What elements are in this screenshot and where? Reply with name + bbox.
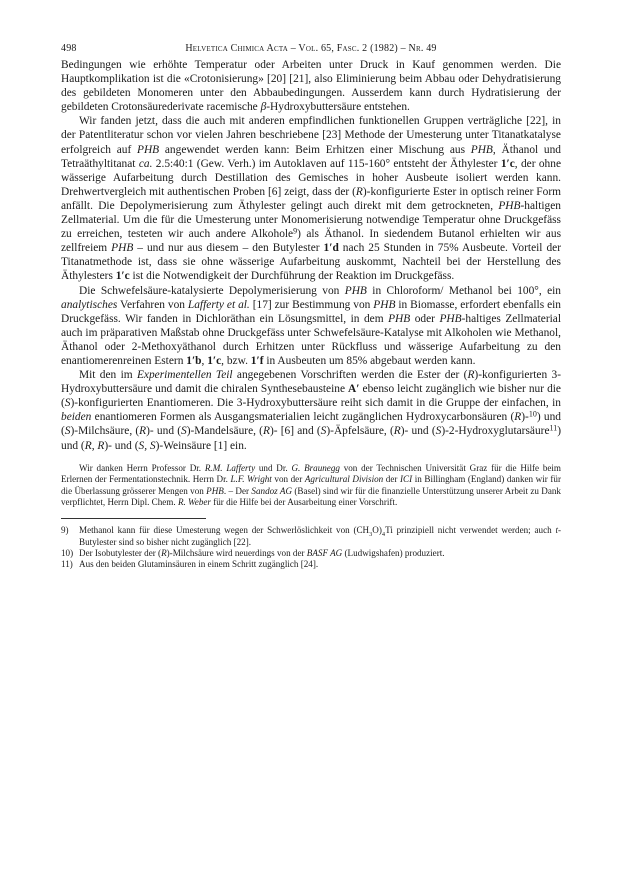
footnote-mark: 11) xyxy=(61,559,73,570)
paragraph: Wir fanden jetzt, dass die auch mit anderen empfindlichen funktionellen Gruppen verträgliche [22], in der Patentliteratur schon vor vielen Jahren beschriebene [23] Methode der Umesterung unter Titanatkatalyse erfolgreich auf PHB angewendet werden kann: Beim Erhitzen einer Mischung aus PHB, Äthanol und Tetraäthyltitanat ca. 2.5:40:1 (Gew. Verh.) im Autoklaven auf 115-160° entsteht der Äthylester 1′c, der ohne wässerige Aufarbeitung durch Destillation des Gemisches in hoher Ausbeute isoliert werden kann. Drehwertvergleich mit authentischen Proben [6] zeigt, dass der (R)-konfigurierte Ester in optisch reiner Form anfällt. Die Depolymerisierung zum Äthylester gelingt auch direkt mit dem getrockneten, PHB-haltigen Zellmaterial. Um die für die Umesterung unter Monomerisierung notwendige Temperatur ohne Druckgefäss zu erreichen, testeten wir auch andere Alkohole$^9$) als Äthanol. In siedendem Butanol erhielten wir aus zellfreiem PHB – und nur aus diesem – den Butylester 1′d nach 25 Stunden in 75% Ausbeute. Vorteil der Titanatmethode ist, dass sie ohne wässerige Aufarbeitung auskommt, Nachteil bei der Herstellung des Äthylesters 1′c ist die Notwendigkeit der Durchführung der Reaktion im Druckgefäss. xyxy=(61,115,562,283)
running-header xyxy=(61,40,561,58)
running-title: Helvetica Chimica Acta – Vol. 65, Fasc. 2 (1982) – Nr. 49 xyxy=(185,43,437,54)
main-text xyxy=(61,58,561,453)
journal-page xyxy=(61,40,561,571)
footnote-text: Der Isobutylester der (R)-Milchsäure wird neuerdings von der BASF AG (Ludwigshafen) produziert. xyxy=(79,547,445,558)
paragraph: Bedingungen wie erhöhte Temperatur oder Arbeiten unter Druck in Kauf genommen werden. Die Hauptkomplikation ist die «Crotonisierung» [20] [21], also Eliminierung beim Abbau oder Dehydratisierung des gebildeten Monomeren unter den Abbaubedingungen. Ausserdem kann durch Hydratisierung der gebildeten Crotonsäurederivate racemische β-Hydroxybuttersäure entstehen. xyxy=(61,59,561,114)
footnote xyxy=(61,559,561,570)
footnote xyxy=(61,525,561,548)
paragraph: Die Schwefelsäure-katalysierte Depolymerisierung von PHB in Chloroform/ Methanol bei 100°, ein analytisches Verfahren von Lafferty et al. [17] zur Bestimmung von PHB in Biomasse, erfordert ebenfalls ein Druckgefäss. Wir fanden in Dichloräthan ein Lösungsmittel, in dem PHB oder PHB-haltiges Zellmaterial auch im präparativen Maßstab ohne Druckgefäss unter Schwefelsäure-Katalyse mit Alkoholen wie Methanol, Äthanol oder 2-Methoxyäthanol durch Erhitzen unter Rückfluss und wässerige Aufarbeitung zu den enantiomerenreinen Estern 1′b, 1′c, bzw. 1′f in Ausbeuten um 85% abgebaut werden kann. xyxy=(61,284,562,367)
footnote-text: Aus den beiden Glutaminsäuren in einem Schritt zugänglich [24]. xyxy=(79,559,319,570)
paragraph: Mit den im Experimentellen Teil angegebenen Vorschriften werden die Ester der (R)-konfigurierten 3-Hydroxybuttersäure und damit die chiralen Synthesebausteine A′ ebenso leicht zugänglich wie bisher nur die (S)-konfigurierten Enantiomeren. Die 3-Hydroxybuttersäure reiht sich damit in die Gruppe der einfachen, in beiden enantiomeren Formen als Ausgangsmaterialien leicht zugänglichen Hydroxycarbonsäuren (R)-$^{10}$) und (S)-Milchsäure, (R)- und (S)-Mandelsäure, (R)- [6] and (S)-Äpfelsäure, (R)- und (S)-2-Hydroxyglutarsäure$^{11}$) und (R, R)- und (S, S)-Weinsäure [1] ein. xyxy=(61,369,561,452)
footnote-divider xyxy=(61,518,206,519)
footnote-mark: 9) xyxy=(61,525,69,536)
footnote xyxy=(61,548,561,559)
acknowledgement: Wir danken Herrn Professor Dr. R.M. Lafferty und Dr. G. Braunegg von der Technischen Universität Graz für die Hilfe beim Erlernen der Fermentationstechnik. Herrn Dr. L.F. Wright von der Agricultural Division der ICI in Billingham (England) danken wir für die Überlassung grösserer Mengen von PHB. – Der Sandoz AG (Basel) sind wir für die finanzielle Unterstützung unserer Arbeit zu Dank verpflichtet, Herrn Dipl. Chem. R. Weber für die Hilfe bei der Ausarbeitung einer Vorschrift. xyxy=(61,462,561,508)
footnote-mark: 10) xyxy=(61,547,74,558)
page-number: 498 xyxy=(61,43,77,54)
footnote-text: Methanol kann für diese Umesterung wegen der Schwerlöslichkeit von $(CH_3O)_4Ti$ prinzipiell nicht verwendet werden; auch t-Butylester sind so bisher nicht zugänglich [22]. xyxy=(79,525,561,547)
